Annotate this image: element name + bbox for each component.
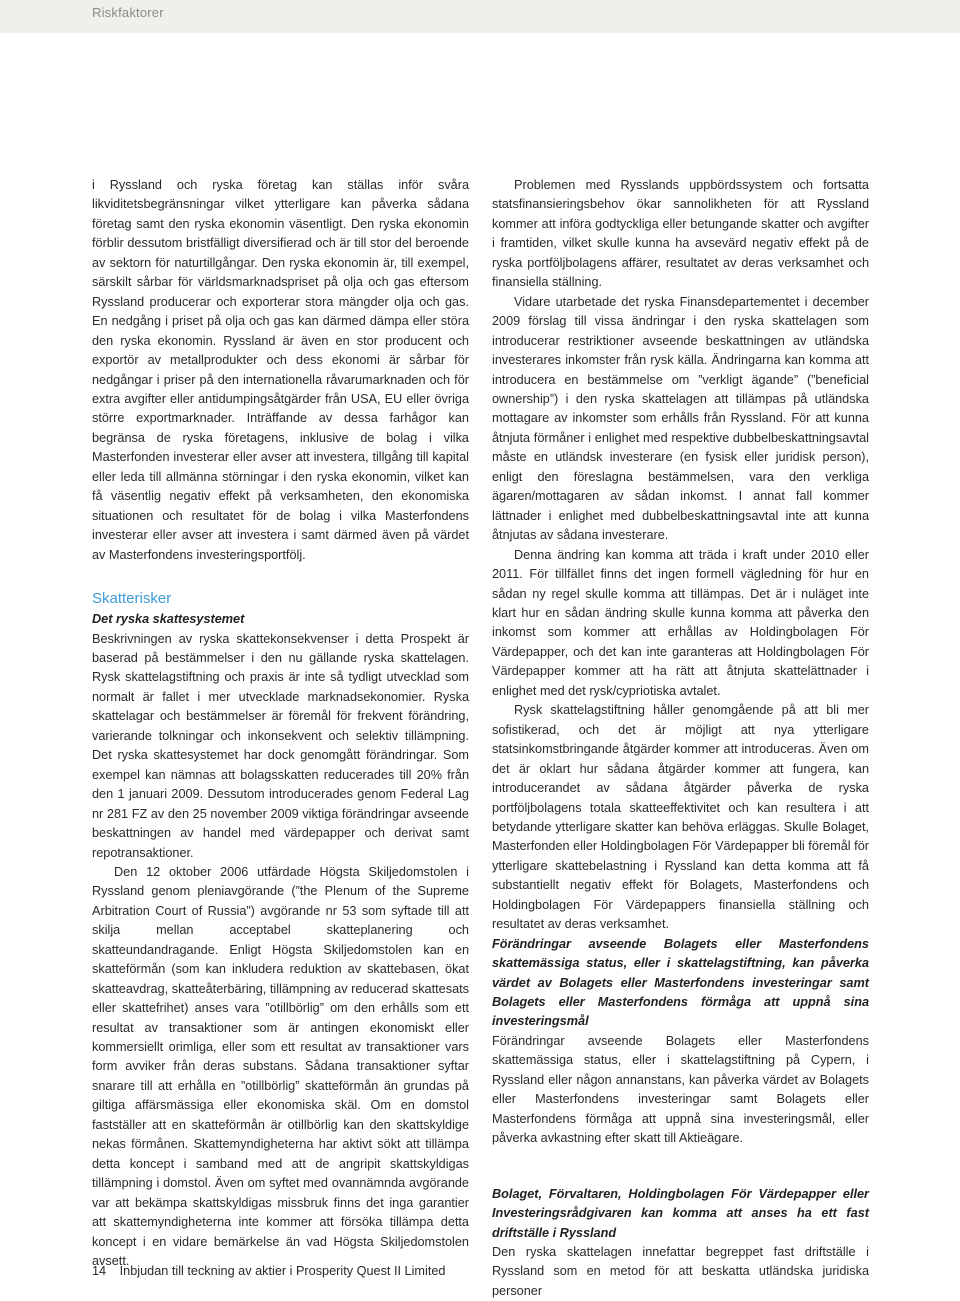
paragraph: Rysk skattelagstiftning håller genomgående på att bli mer sofistikerad, och det är möjligt att nya ytterligare statsinkomstbringande åtgärder kommer att introduceras. Även om det är oklart hur sådana åtgärder kommer att fungera, kan introducerandet av sådana åtgärder påverka de ryska portföljbolagens totala skatteeffektivitet och kan resultera i att betydande ytterligare skatter kan behöva erläggas. Skulle Bolaget, Masterfonden eller Holdingbolagen För Värdepapper bli föremål för ytterligare skattebelastning i Ryssland kan detta komma att få substantiellt negativ effekt för Bolagets, Masterfondens och Holdingbolagen För Värdepappers finansiella ställning och resultatet av deras verksamhet. [492, 703, 869, 932]
paragraph: Förändringar avseende Bolagets eller Masterfondens skattemässiga status, eller i skattelagstiftning på Cypern, i Ryssland eller någon annanstans, kan påverka värdet av Bolagets eller Masterfondens investeringar samt Bolagets eller Masterfondens förmåga att uppnå sina investeringsmål, eller påverka avkastning efter skatt till Aktieägare. [492, 1033, 869, 1146]
footer-title: Inbjudan till teckning av aktier i Prosperity Quest II Limited [119, 1264, 446, 1278]
page-footer [92, 1262, 892, 1280]
paragraph: Vidare utarbetade det ryska Finansdepartementet i december 2009 förslag till vissa ändringar i den ryska skattelagen som introducerar restriktioner avseende beskattningen av utländska investerares inkomster från rysk källa. Ändringarna kan komma att introducera en bestämmelse om ”verkligt ägande” (”beneficial ownership”) i den ryska skattelagen att tillämpas på utländska mottagare av inkomster som erhålls från Ryssland. För att kunna åtnjuta förmåner i enlighet med respektive dubbelbeskattningsavtal måste en utländsk investerare (en fysisk eller juridisk person), enligt den föreslagna bestämmelsen, vara den verkliga ägaren/mottagaren av sådan inkomst. I annat fall kommer lättnader i enlighet med dubbelbeskattningsavtal inte att kunna åtnjutas av sådana investerare. [492, 294, 869, 543]
right-column [492, 176, 869, 1301]
risk-heading: Förändringar avseende Bolagets eller Masterfondens skattemässiga status, eller i skattelagstiftning, kan påverka värdet av Bolagets eller Masterfondens investeringar samt Bolagets eller Masterfondens förmåga att uppnå sina investeringsmål [492, 936, 869, 1029]
paragraph: Beskrivningen av ryska skattekonsekvenser i detta Prospekt är baserad på bestämmelser i den nu gällande ryska skattelagen. Rysk skattelagstiftning och praxis är inte så tydligt utvecklad som normalt är fallet i mer utvecklade marknadsekonomier. Ryska skattelagar och bestämmelser är föremål för frekvent förändring, varierande tolkningar och inkonsekvent och selektiv tillämpning. Det ryska skattesystemet har dock genomgått förändringar. Som exempel kan nämnas att bolagsskatten reducerades till 20% från den 1 januari 2009. Dessutom introducerades genom Federal Lag nr 281 FZ av den 25 november 2009 viktiga förändringar avseende beskattningen av handel med värdepapper och derivat samt repotransaktioner. [92, 631, 469, 860]
paragraph: Denna ändring kan komma att träda i kraft under 2010 eller 2011. För tillfället finns det ingen formell vägledning för hur en sådan ny regel skulle komma att tillämpas. Det är i nuläget inte klart hur en sådan ändring skulle kunna komma att påverka den inkomst som kommer att erhållas av Holdingbolagen För Värdepapper, och det kan inte garanteras att Holdingbolagen För Värdepapper kommer att ha rätt att åtnjuta skattelättnader i enlighet med det rysk/cypriotiska avtalet. [492, 547, 869, 698]
header-bar [0, 0, 960, 33]
paragraph: i Ryssland och ryska företag kan ställas inför svåra likviditetsbegränsningar vilket ytterligare kan påverka sådana företag samt den ryska ekonomin väsentligt. Den ryska ekonomin förblir dessutom bristfälligt diversifierad och är till stor del beroende av sektorn för naturtillgångar. Den ryska ekonomin är, till exempel, särskilt sårbar för världsmarknadspriset på olja och gas eftersom Ryssland producerar och exporterar stora mängder olja och gas. En nedgång i priset på olja och gas kan därmed dämpa eller störa den ryska ekonomin. Ryssland är även en stor producent och exportör av metallprodukter och dess ekonomi är sårbar för nedgångar i priser på den internationella råvarumarknaden och för extra avgifter eller antidumpingsåtgärder från USA, EU eller övriga större exportmarknader. Inträffande av dessa farhågor kan begränsa de ryska företagens, inklusive de bolag i vilka Masterfonden investerar eller avser att investera, tillgång till kapital eller leda till allmänna störningar i den ryska ekonomin, vilket kan få väsentlig negativ effekt på verksamheten, den ekonomiska situationen och resultatet för de bolag i vilka Masterfondens investerar eller avser att investera i samt därmed även på värdet av Masterfondens investeringsportfölj. [92, 178, 469, 562]
subsection-title: Det ryska skattesystemet [92, 612, 245, 627]
section-label: Riskfaktorer [92, 5, 164, 20]
page-number: 14 [92, 1264, 107, 1278]
paragraph: Den 12 oktober 2006 utfärdade Högsta Skiljedomstolen i Ryssland genom pleniavgörande (”the Plenum of the Supreme Arbitration Court of Russia”) avgörande nr 53 som syftade till att skilja mellan acceptabel skatteplanering och skatteundandragande. Enligt Högsta Skiljedomstolen kan en skatteförmån (som kan inkludera reduktion av skattebasen, ökat skatteavdrag, skatteåterbäring, tillämpning av reducerad skattesats eller skattefrihet) anses vara ”otillbörlig” om den erhålls som ett resultat av transaktioner som är antingen ekonomiskt eller kommersiellt orimliga, eller som ett resultat av transaktioner vars form avviker från deras substans. Sådana transaktioner syftar snarare till att erhålla en ”otillbörlig” skatteförmån än grundas på giltiga affärsmässiga eller ekonomiska skäl. Om en domstol fastställer att en skatteförmån är otillbörlig kan den skattskyldige nekas förmånen. Skattemyndigheterna har aktivt sökt att tillämpa detta koncept i samband med att de angripit skattskyldigas tillämpning i domstol. Även om syftet med ovannämnda avgörande var att bekämpa skattskyldigas missbruk finns det inga garantier att skattemyndigheterna inte kommer att försöka tillämpa detta koncept i en vidare bemärkelse än vad Högsta Skiljedomstolen avsett. [92, 864, 469, 1269]
paragraph: Problemen med Rysslands uppbördssystem och fortsatta statsfinansieringsbehov ökar sannolikheten för att Ryssland kommer att införa godtyckliga eller betungande skatter och avgifter i framtiden, vilket skulle kunna ha avsevärd negativ effekt på de ryska portföljbolagens affärer, resultatet av deras verksamhet och finansiella ställning. [492, 178, 869, 290]
paragraph: Den ryska skattelagen innefattar begreppet fast driftställe i Ryssland som en metod för att beskatta utländska juridiska personer [492, 1245, 869, 1298]
section-title: Skatterisker [92, 590, 172, 608]
left-column [92, 176, 469, 1271]
risk-heading: Bolaget, Förvaltaren, Holdingbolagen För Värdepapper eller Investeringsrådgivaren kan komma att anses ha ett fast driftställe i Ryssland [492, 1186, 869, 1240]
